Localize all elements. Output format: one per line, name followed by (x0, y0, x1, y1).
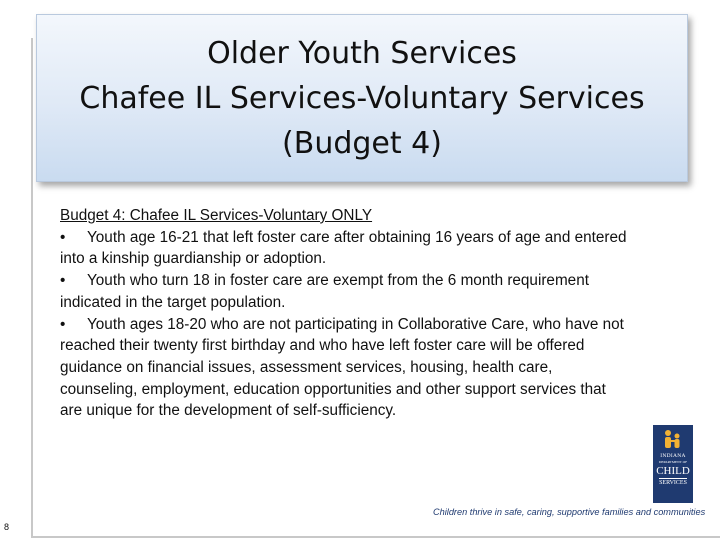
bullet-item-3 (60, 314, 630, 423)
title-line-2: Chafee IL Services-Voluntary Services (79, 80, 645, 116)
logo-line-department: DEPARTMENT OF (658, 460, 688, 464)
bullet-marker: • (60, 272, 66, 290)
logo-line-services: SERVICES (659, 480, 687, 486)
bullet-text-1: Youth age 16-21 that left foster care after obtaining 16 years of age and entered into a kinship guardianship or adoption. (60, 228, 627, 268)
dcs-logo (653, 425, 693, 503)
bullet-item-2 (60, 270, 630, 313)
logo-line-child: CHILD (656, 465, 690, 477)
slide-frame-vertical-line (31, 38, 33, 536)
title-line-3: (Budget 4) (282, 125, 442, 161)
bullet-text-3: Youth ages 18-20 who are not participating in Collaborative Care, who have not reached their twenty first birthday and who have left foster care will be offered guidance on financial issues, assessment services, housing, health care, counseling, employment, education opportunities and other support services that are unique for the development of self-sufficiency. (60, 315, 624, 420)
slide-title (79, 31, 644, 166)
title-line-1: Older Youth Services (207, 35, 517, 71)
bullet-marker: • (60, 315, 66, 333)
slide-body (60, 205, 630, 422)
body-heading: Budget 4: Chafee IL Services-Voluntary ONLY (60, 207, 373, 224)
logo-line-indiana: INDIANA (660, 453, 686, 459)
title-box (36, 14, 688, 182)
footer-tagline: Children thrive in safe, caring, supportive families and communities (433, 507, 706, 517)
page-number: 8 (4, 522, 10, 532)
bullet-item-1 (60, 227, 630, 270)
family-figures-icon (661, 429, 685, 451)
bullet-marker: • (60, 228, 66, 246)
slide-frame-horizontal-line (31, 536, 720, 538)
bullet-text-2: Youth who turn 18 in foster care are exempt from the 6 month requirement indicated in the target population. (60, 272, 589, 311)
